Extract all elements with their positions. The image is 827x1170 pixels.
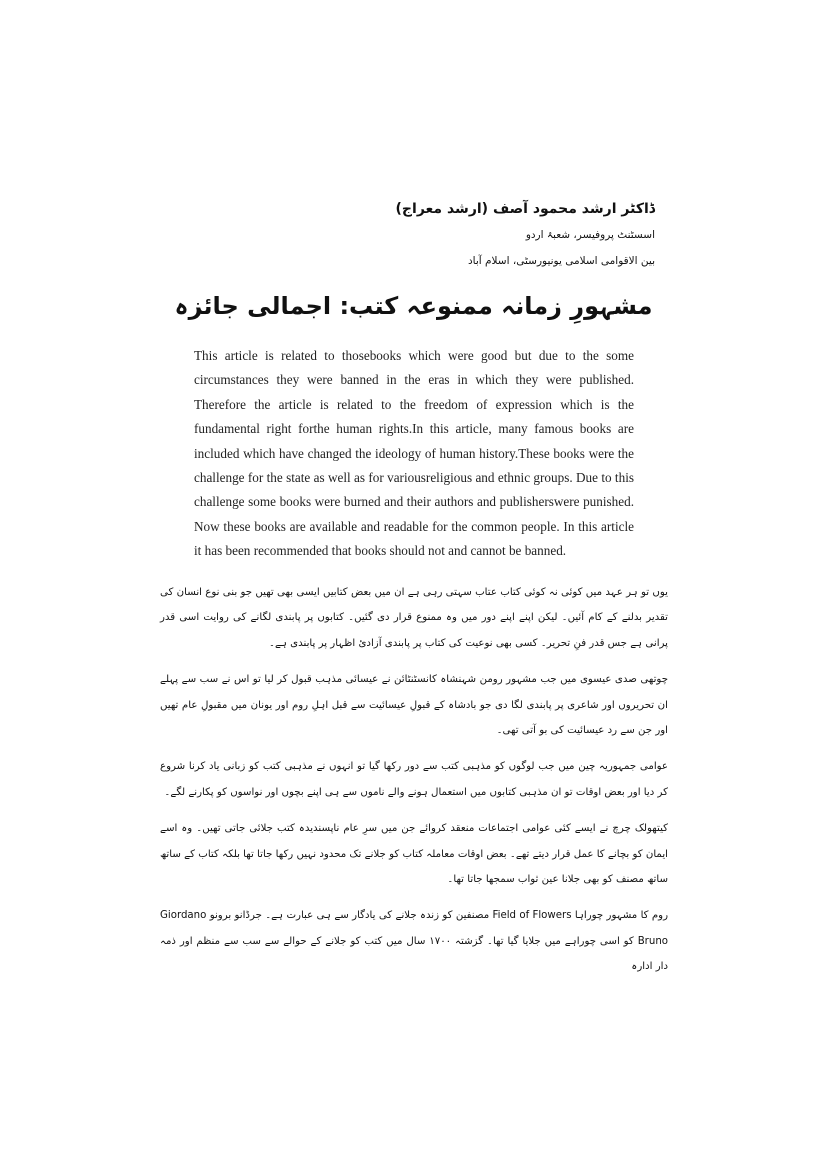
body-paragraph: یوں تو ہر عہد میں کوئی نہ کوئی کتاب عتاب سہتی رہی ہے ان میں بعض کتابیں ایسی بھی تھیں جو بنی نوع انسان کی تقدیر بدلنے کے کام آئیں۔ لیکن اپنے اپنے دور میں وہ ممنوع قرار دی گئیں۔ کتابوں پر پابندی لگانے کی روایت اسی قدر پرانی ہے جس قدر فنِ تحریر۔ کسی بھی نوعیت کی کتاب پر پابندی آزادیٔ اظہار پر پابندی ہے۔ [160,587,668,649]
article-title: مشہورِ زمانہ ممنوعہ کتب: اجمالی جائزہ [174,292,653,320]
author-designation: اسسٹنٹ پروفیسر، شعبۂ اردو [525,229,655,241]
body-paragraph: روم کا مشہور چوراہا Field of Flowers مصنفین کو زندہ جلانے کی یادگار سے ہی عبارت ہے۔ جرڈانو برونو Giordano Bruno کو اسی چوراہے میں جلایا گیا تھا۔ گزشتہ ۱۷۰۰ سال میں کتب کو جلانے کے حوالے سے سب سے منظم اور ذمہ دار ادارہ [160,910,669,973]
article-body [160,580,668,991]
author-name: ڈاکٹر ارشد محمود آصف (ارشد معراج) [395,201,655,217]
body-paragraph: کیتھولک چرچ نے ایسے کئی عوامی اجتماعات منعقد کروائے جن میں سرِ عام ناپسندیدہ کتب جلائی جاتی تھیں۔ وہ اسے ایمان کو بچانے کا عمل قرار دیتے تھے۔ بعض اوقات معاملہ کتاب کو جلانے تک محدود نہیں رکھا جاتا تھا بلکہ کتاب کے ساتھ ساتھ مصنف کو بھی جلانا عین ثواب سمجھا جاتا تھا۔ [160,823,668,886]
author-institution: بین الاقوامی اسلامی یونیورسٹی، اسلام آباد [467,255,655,267]
author-block [396,196,655,274]
body-paragraph: چوتھی صدی عیسوی میں جب مشہور رومن شہنشاہ کانسٹنٹائن نے عیسائی مذہب قبول کر لیا تو اس نے سب سے پہلے ان تحریروں اور شاعری پر پابندی لگا دی جو بادشاہ کے قبولِ عیسائیت سے قبل اہلِ روم اور یونان میں مقبولِ عام تھیں اور جن سے رد عیسائیت کی بو آتی تھی۔ [160,674,668,737]
body-paragraph: عوامی جمہوریہ چین میں جب لوگوں کو مذہبی کتب سے دور رکھا گیا تو انہوں نے مذہبی کتب کو زبانی یاد کرنا شروع کر دیا اور بعض اوقات تو ان مذہبی کتابوں میں استعمال ہونے والے ناموں سے ہی اپنے بچوں اور نواسوں کو پکارنے لگے۔ [160,761,668,798]
english-abstract: This article is related to thosebooks which were good but due to the some circumstances they were banned in the eras in which they were published. Therefore the article is related to the freedom of expression which is the fundamental right forthe human rights.In this article, many famous books are included which have changed the ideology of human history.These books were the challenge for the state as well as for variousreligious and ethnic groups. Due to this challenge some books were burned and their authors and publisherswere punished. Now these books are available and readable for the common people. In this article it has been recommended that books should not and cannot be banned. [194,348,634,559]
